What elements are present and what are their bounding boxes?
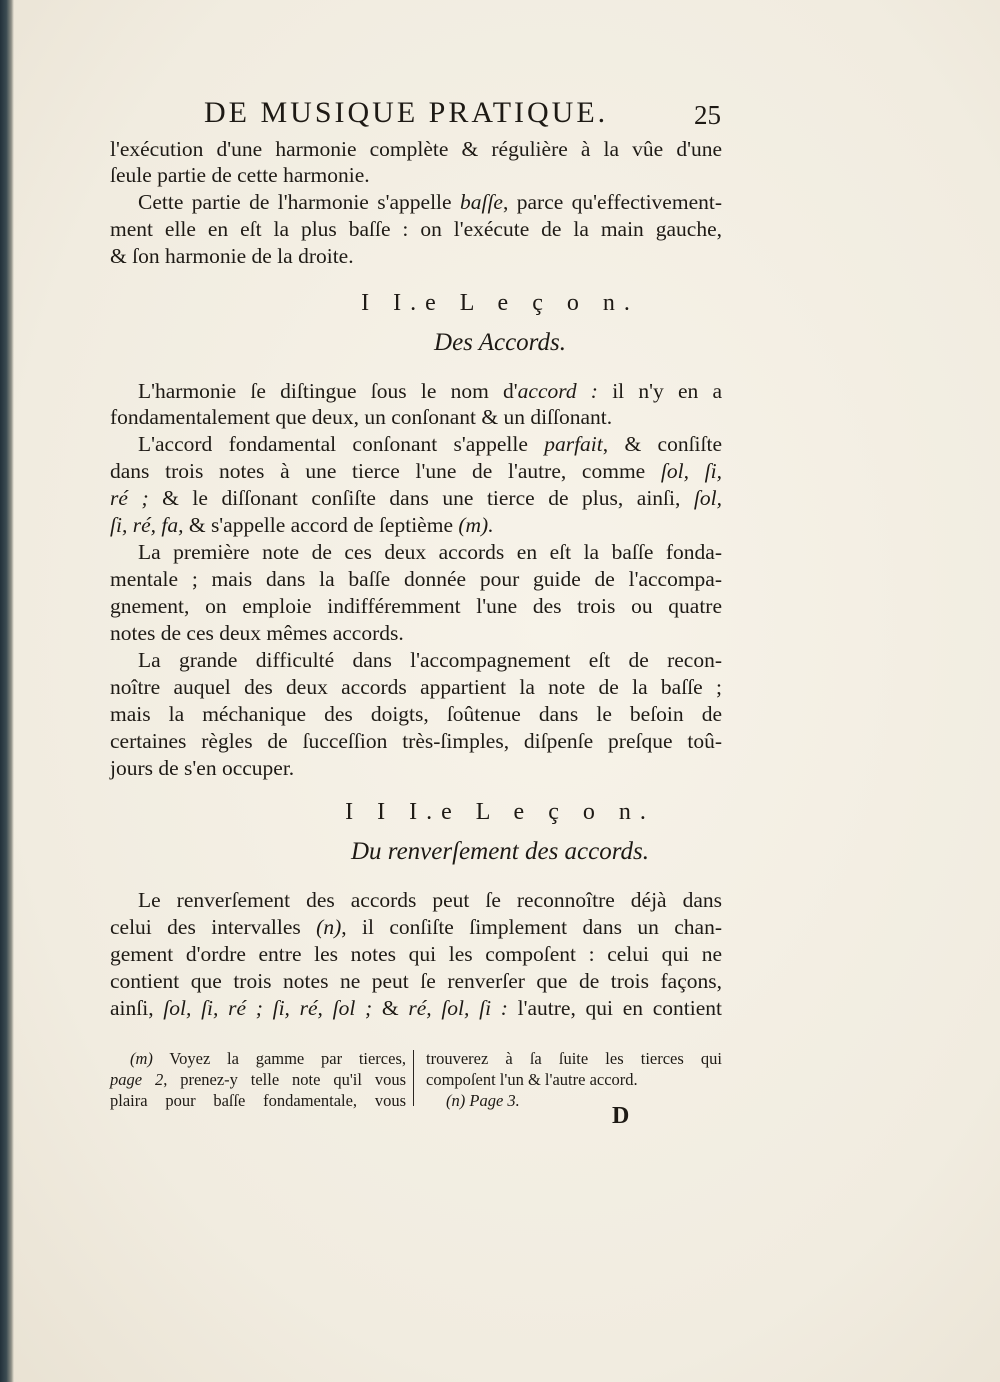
lesson-2-p3-line-1: La première note de ces deux accords en eſt la baſſe fonda- [138,540,722,564]
footnote-divider [413,1050,414,1106]
lesson-2-p4-line-3: mais la méchanique des doigts, ſoûtenue dans le beſoin de [110,702,722,726]
page-number: 25 [694,100,721,130]
lesson-3-subtitle: Du renverſement des accords. [350,838,650,865]
signature-mark: D [612,1103,630,1129]
lesson-3-p1-line-3: gement d'ordre entre les notes qui les compoſent : celui qui ne [110,942,722,966]
lesson-2-p3-line-4: notes de ces deux mêmes accords. [110,621,404,645]
lesson-2-p3-line-3: gnement, on emploie indifféremment l'une des trois ou quatre [110,594,722,618]
lesson-2-heading: I I.e L e ç o n. [361,290,639,316]
footnote-n: (n) Page 3. [446,1091,520,1110]
lesson-2-p2-line-3: ré ; & le diſſonant conſiſte dans une tierce de plus, ainſi, ſol, [110,486,722,510]
book-binding-edge [0,0,14,1382]
intro-line-2: ſeule partie de cette harmonie. [110,163,370,187]
intro-line-4: ment elle en eſt la plus baſſe : on l'exécute de la main gauche, [110,217,722,241]
lesson-2-p1-line-2: fondamentalement que deux, un conſonant & un diſſonant. [110,405,613,429]
lesson-2-p4-line-5: jours de s'en occuper. [110,756,295,780]
lesson-2-p2-line-4: ſi, ré, fa, & s'appelle accord de ſeptième (m). [110,513,494,537]
lesson-2-p3-line-2: mentale ; mais dans la baſſe donnée pour guide de l'accompa- [110,567,722,591]
lesson-2-p1-line-1: L'harmonie ſe diſtingue ſous le nom d'accord : il n'y en a [138,379,722,403]
intro-line-3: Cette partie de l'harmonie s'appelle baſſe, parce qu'effectivement- [138,190,723,214]
lesson-3-p1-line-5: ainſi, ſol, ſi, ré ; ſi, ré, ſol ; & ré, ſol, ſi : l'autre, qui en contient [110,996,722,1020]
footnote-m-line-3: plaira pour baſſe fondamentale, vous [110,1091,406,1110]
lesson-2-p4-line-2: noître auquel des deux accords appartient la note de la baſſe ; [110,675,722,699]
lesson-3-p1-line-4: contient que trois notes ne peut ſe renverſer que de trois façons, [110,969,722,993]
lesson-2-p4-line-4: certaines règles de ſucceſſion très-ſimples, diſpenſe preſque toû- [110,729,722,753]
footnote-m-line-4: trouverez à ſa ſuite les tierces qui [426,1049,722,1068]
intro-line-5: & ſon harmonie de la droite. [110,244,354,268]
footnote-m-line-2: page 2, prenez-y telle note qu'il vous [110,1070,406,1089]
footnote-m-line-1: (m) Voyez la gamme par tierces, [130,1049,406,1068]
lesson-3-p1-line-1: Le renverſement des accords peut ſe reconnoître déjà dans [138,888,722,912]
lesson-2-p4-line-1: La grande difficulté dans l'accompagnement eſt de recon- [138,648,722,672]
lesson-3-p1-line-2: celui des intervalles (n), il conſiſte ſimplement dans un chan- [110,915,722,939]
running-head: DE MUSIQUE PRATIQUE. [204,96,609,129]
footnote-m-line-5: compoſent l'un & l'autre accord. [426,1070,638,1089]
lesson-3-heading: I I I.e L e ç o n. [345,799,655,825]
lesson-2-subtitle: Des Accords. [434,329,566,356]
intro-line-1: l'exécution d'une harmonie complète & régulière à la vûe d'une [110,137,722,161]
lesson-2-p2-line-2: dans trois notes à une tierce l'une de l'autre, comme ſol, ſi, [110,459,722,483]
lesson-2-p2-line-1: L'accord fondamental conſonant s'appelle parfait, & conſiſte [138,432,722,456]
